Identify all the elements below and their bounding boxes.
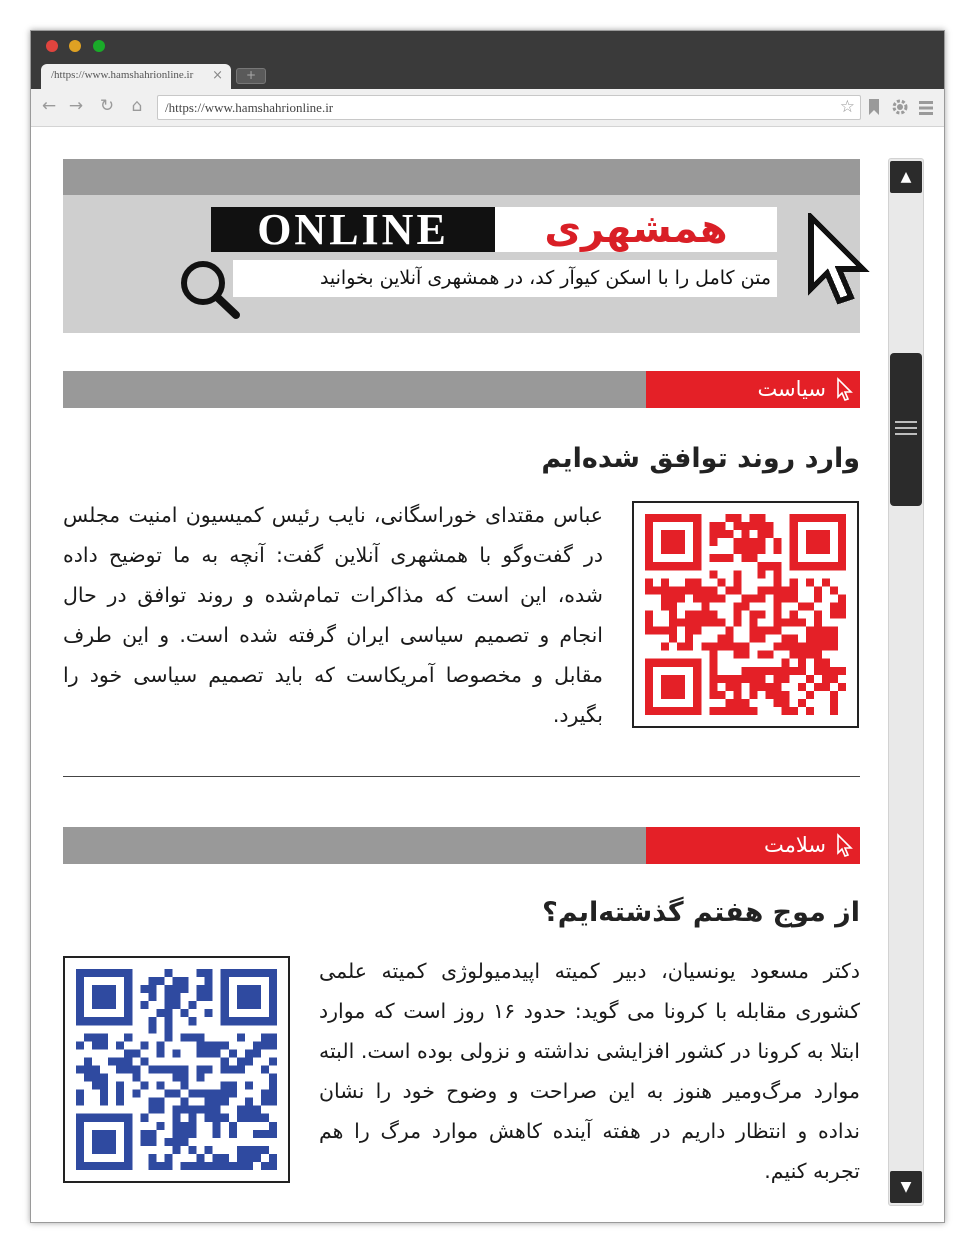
- section-label-politics[interactable]: [646, 371, 860, 408]
- logo-hamshahri: همشهری: [495, 207, 777, 252]
- scrollbar-track[interactable]: [888, 158, 924, 1206]
- reload-icon[interactable]: ↻: [99, 96, 115, 116]
- qr-code-health[interactable]: [63, 956, 290, 1183]
- section-title: سیاست: [757, 377, 826, 401]
- menu-icon[interactable]: [919, 100, 933, 114]
- title-bar: [31, 31, 944, 89]
- pixel-cursor-icon: [807, 213, 875, 321]
- minimize-window-button[interactable]: [69, 40, 81, 52]
- close-window-button[interactable]: [46, 40, 58, 52]
- new-tab-button[interactable]: +: [236, 68, 266, 84]
- forward-arrow-icon[interactable]: →: [68, 96, 84, 116]
- home-icon[interactable]: ⌂: [131, 96, 143, 116]
- scrollbar-grip: [895, 421, 917, 423]
- cursor-icon: [836, 377, 854, 415]
- back-arrow-icon[interactable]: ←: [41, 96, 57, 116]
- browser-window: [30, 30, 945, 1223]
- qr-code-politics[interactable]: [632, 501, 859, 728]
- cursor-icon: [836, 833, 854, 871]
- section-label-health[interactable]: [646, 827, 860, 864]
- article-divider: [63, 776, 860, 777]
- banner-top-strip: [63, 159, 860, 195]
- url-text: /https://www.hamshahrionline.ir: [165, 100, 334, 115]
- section-bar-health: [63, 827, 860, 864]
- qr-code-pattern: [76, 969, 277, 1170]
- scrollbar-thumb[interactable]: [890, 353, 922, 506]
- tab-title: /https://www.hamshahrionline.ir: [51, 69, 194, 81]
- banner-tagline: متن کامل را با اسکن کیوآر کد، در همشهری آنلاین بخوانید: [233, 260, 777, 297]
- scrollbar-grip: [895, 427, 917, 429]
- article-body: عباس مقتدای خوراسگانی، نایب رئیس کمیسیون امنیت مجلس در گفت‌وگو با همشهری آنلاین گفت: آنچه به ما توضیح داده شده، این است که مذاکرات تمام‌شده و روند توافق در حال انجام و تصمیم سیاسی ایران گرفته شده است. و این طرف مقابل و مخصوصا آمریکاست که باید تصمیم سیاسی خود را بگیرد.: [63, 503, 603, 727]
- settings-gear-icon[interactable]: [891, 98, 909, 116]
- scrollbar-grip: [895, 433, 917, 435]
- section-title: سلامت: [764, 833, 826, 857]
- article-headline[interactable]: از موج هفتم گذشته‌ایم؟: [542, 897, 860, 928]
- logo-online: ONLINE: [211, 207, 495, 252]
- magnifier-icon: [176, 257, 242, 325]
- section-bar-politics: [63, 371, 860, 408]
- qr-code-pattern: [645, 514, 846, 715]
- scroll-down-button[interactable]: ▼: [890, 1171, 922, 1203]
- address-bar[interactable]: [157, 95, 861, 120]
- browser-toolbar: [31, 89, 944, 127]
- tab-close-icon[interactable]: ×: [212, 68, 223, 83]
- hamshahri-banner[interactable]: [63, 195, 860, 333]
- article-headline[interactable]: وارد روند توافق شده‌ایم: [541, 443, 860, 474]
- star-icon[interactable]: ☆: [839, 97, 855, 116]
- article-body: دکتر مسعود یونسیان، دبیر کمیته اپیدمیولوژی کمیته علمی کشوری مقابله با کرونا می گوید: حدود ۱۶ روز است که موارد ابتلا به کرونا در کشور افزایشی نداشته و نزولی بوده است. البته موارد مرگ‌ومیر هنوز به این صراحت و وضوح خود را نشان نداده و انتظار داریم در هفته آینده کاهش موارد مرگ را هم تجربه کنیم.: [319, 959, 861, 1183]
- maximize-window-button[interactable]: [93, 40, 105, 52]
- bookmark-icon[interactable]: [868, 99, 880, 115]
- scroll-up-button[interactable]: ▲: [890, 161, 922, 193]
- browser-tab[interactable]: [41, 64, 231, 89]
